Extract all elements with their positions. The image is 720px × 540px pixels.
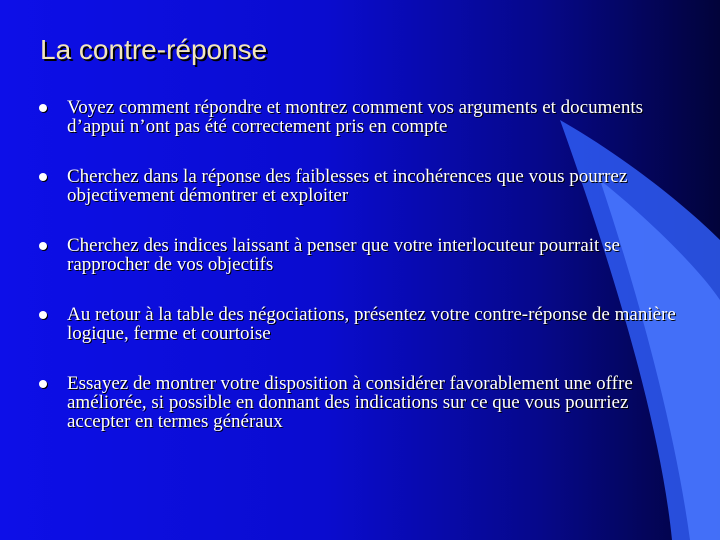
bullet-item — [36, 98, 676, 136]
bullet-list — [36, 98, 676, 462]
bullet-item — [36, 236, 676, 274]
bullet-item — [36, 167, 676, 205]
bullet-icon — [39, 380, 47, 388]
bullet-item — [36, 374, 676, 431]
bullet-text: Au retour à la table des négociations, présentez votre contre-réponse de manière logique, ferme et courtoise — [67, 304, 676, 344]
bullet-icon — [39, 104, 47, 112]
bullet-item — [36, 305, 676, 343]
bullet-text: Cherchez dans la réponse des faiblesses et incohérences que vous pourrez objectivement démontrer et exploiter — [67, 166, 628, 206]
bullet-text: Cherchez des indices laissant à penser que votre interlocuteur pourrait se rapprocher de vos objectifs — [67, 235, 620, 275]
bullet-text: Voyez comment répondre et montrez comment vos arguments et documents d’appui n’ont pas été correctement pris en compte — [67, 97, 644, 137]
bullet-icon — [39, 173, 47, 181]
slide-title: La contre-réponse — [40, 34, 268, 65]
bullet-text: Essayez de montrer votre disposition à considérer favorablement une offre améliorée, si possible en donnant des indications sur ce que vous pourriez accepter en termes généraux — [67, 373, 633, 432]
bullet-icon — [39, 311, 47, 319]
bullet-icon — [39, 242, 47, 250]
